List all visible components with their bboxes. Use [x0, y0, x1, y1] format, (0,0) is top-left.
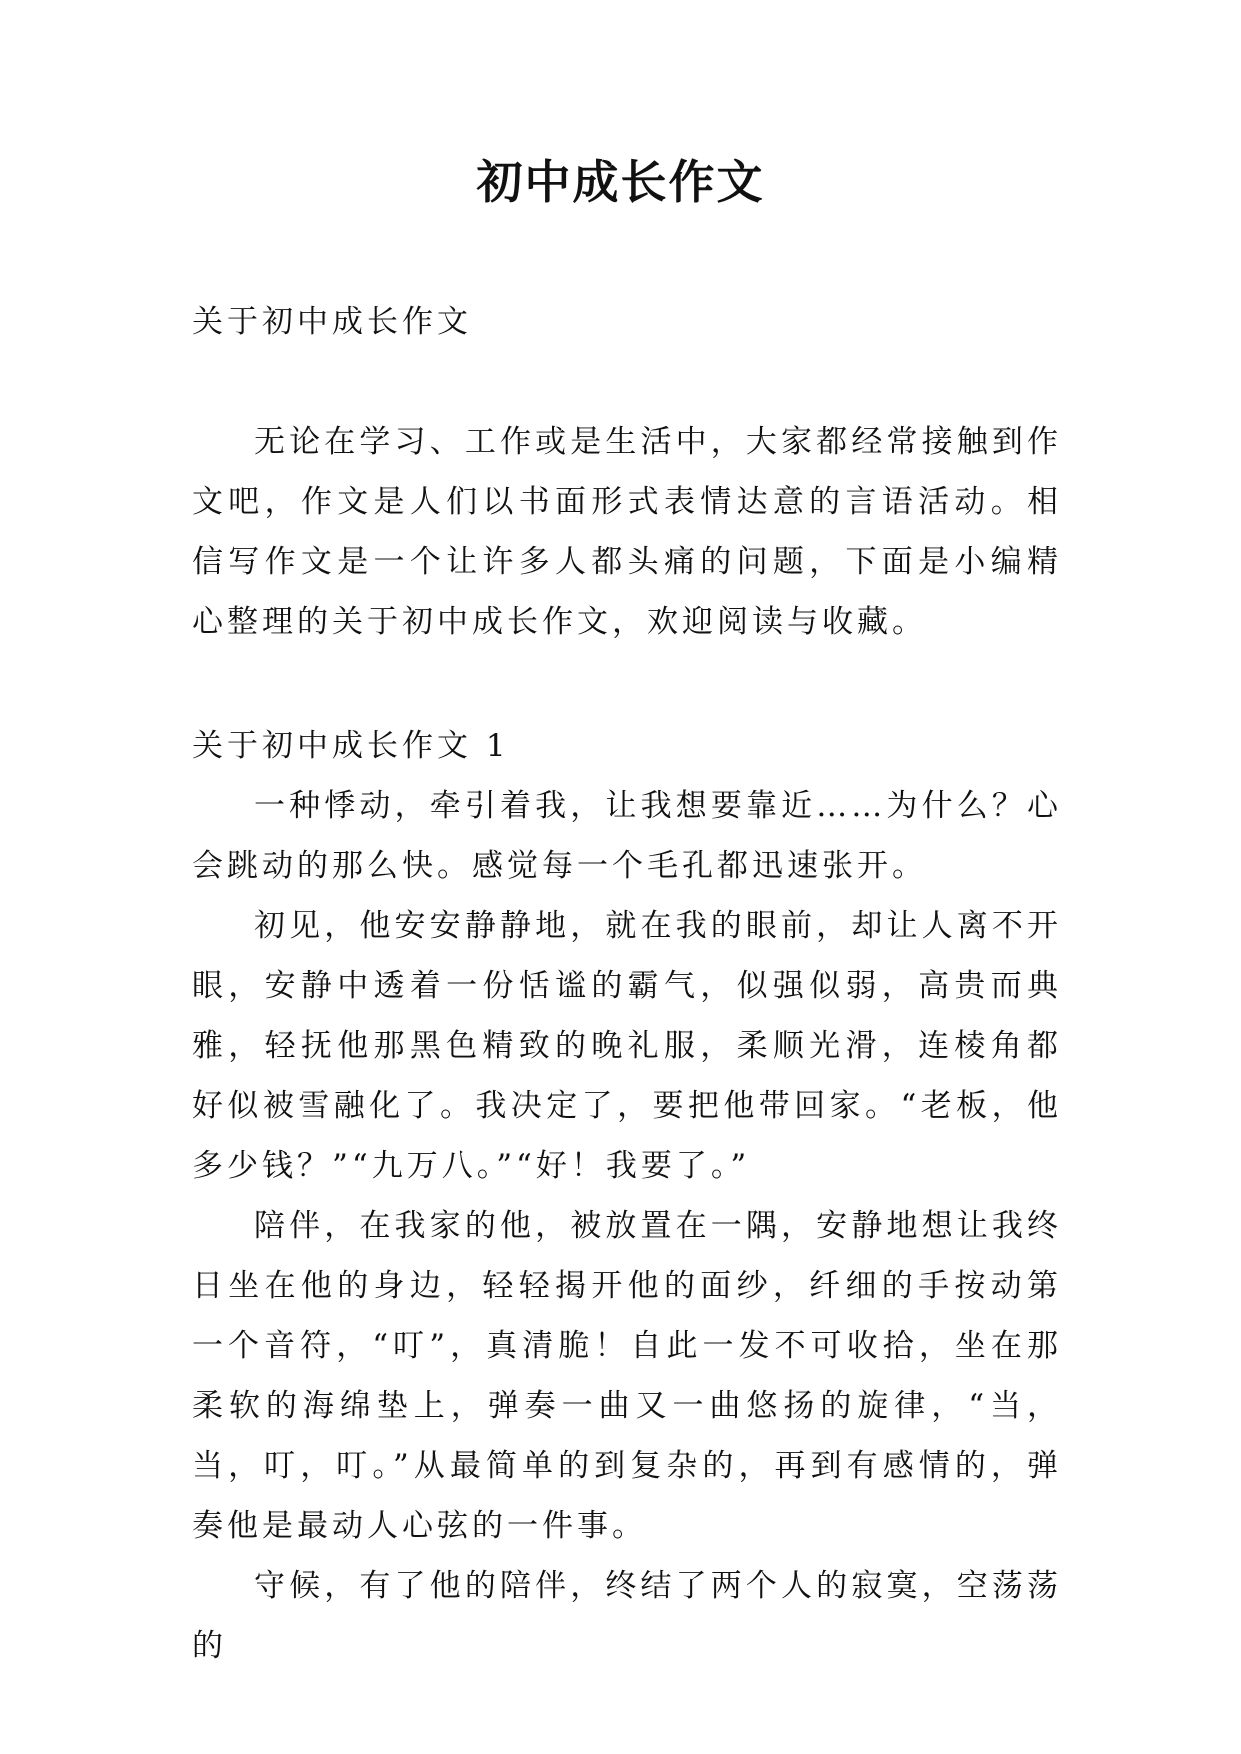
body-paragraph: 一种悸动，牵引着我，让我想要靠近……为什么？心会跳动的那么快。感觉每一个毛孔都迅速张开。	[192, 788, 1062, 884]
document-title: 初中成长作文	[476, 155, 765, 209]
section-heading: 关于初中成长作文 1	[192, 728, 510, 764]
intro-paragraph: 无论在学习、工作或是生活中，大家都经常接触到作文吧，作文是人们以书面形式表情达意的言语活动。相信写作文是一个让许多人都头痛的问题，下面是小编精心整理的关于初中成长作文，欢迎阅读与收藏。	[192, 424, 1062, 640]
document-body	[192, 292, 1062, 1676]
document-subtitle: 关于初中成长作文	[192, 304, 472, 340]
body-paragraph: 陪伴，在我家的他，被放置在一隅，安静地想让我终日坐在他的身边，轻轻揭开他的面纱，纤细的手按动第一个音符，“叮”，真清脆！自此一发不可收拾，坐在那柔软的海绵垫上，弹奏一曲又一曲悠扬的旋律，“当，当，叮，叮。”从最简单的到复杂的，再到有感情的，弹奏他是最动人心弦的一件事。	[192, 1208, 1062, 1544]
spacer	[192, 352, 1062, 412]
body-paragraph: 初见，他安安静静地，就在我的眼前，却让人离不开眼，安静中透着一份恬谧的霸气，似强似弱，高贵而典雅，轻抚他那黑色精致的晚礼服，柔顺光滑，连棱角都好似被雪融化了。我决定了，要把他带回家。“老板，他多少钱？”“九万八。”“好！我要了。”	[192, 908, 1062, 1184]
spacer	[192, 652, 1062, 716]
body-paragraph: 守候，有了他的陪伴，终结了两个人的寂寞，空荡荡的	[192, 1568, 1062, 1664]
